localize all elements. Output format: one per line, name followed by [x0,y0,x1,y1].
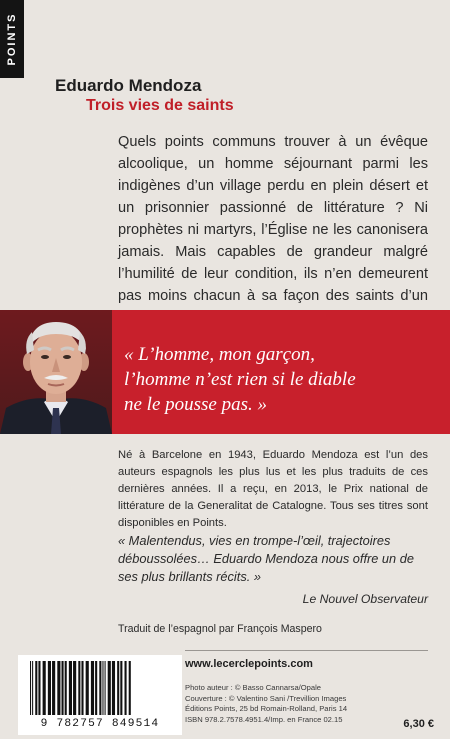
synopsis-paragraph: Quels points communs trouver à un évêque alcoolique, un homme séjournant parmi les indigènes d’un village perdu en plein désert et un prisonnier passionné de littérature ? Ni prophètes ni martyrs, l’Église ne les canonisera jamais. Mais capables de grandeur malgré l’humilité de leur condition, ils n’en demeurent pas moins chacun à sa façon des saints d’un [118,134,428,304]
barcode-bar [120,661,122,715]
barcode [18,655,182,735]
barcode-bar [69,661,72,715]
barcode-bar [102,661,103,715]
pull-quote-line: l’homme n’est rien si le diable [124,369,356,390]
barcode-bar [99,661,101,715]
author-name: Eduardo Mendoza [55,76,202,95]
press-source: Le Nouvel Observateur [302,592,428,606]
barcode-bar [108,661,111,715]
barcode-bar [32,661,33,715]
barcode-bar [48,661,51,715]
book-title: Trois vies de saints [86,97,234,114]
price: 6,30 € [403,718,434,730]
publisher-website: www.lecerclepoints.com [185,658,313,670]
barcode-bar [65,661,67,715]
author-photo [0,310,112,434]
press-quote: « Malentendus, vies en trompe-l’œil, trajectoires déboussolées… Eduardo Mendoza nous offre un de ses plus brillants récits. » [118,533,414,584]
barcode-bar [86,661,89,715]
barcode-bar [38,661,40,715]
quote-band [0,310,450,434]
barcode-bar [129,661,131,715]
barcode-bar [30,661,31,715]
credit-line: ISBN 978.2.7578.4951.4/Imp. en France 02.15 [185,714,343,724]
translator-credit: Traduit de l’espagnol par François Maspero [118,623,322,635]
author-portrait-illustration [0,310,112,434]
barcode-bar [52,661,55,715]
barcode-bar [95,661,97,715]
credit-line: Couverture : © Valentino Sani /Trevillion Images [185,693,347,703]
barcode-bar [125,661,127,715]
points-series-badge [0,0,24,78]
barcode-bar [112,661,115,715]
pull-quote [124,342,444,417]
credit-line: Éditions Points, 25 bd Romain-Rolland, Paris 14 [185,704,348,714]
barcode-bar [57,661,60,715]
barcode-bar [62,661,64,715]
divider-line [185,650,428,651]
points-badge-label: POINTS [6,12,18,66]
barcode-bar [78,661,80,715]
credit-line: Photo auteur : © Basso Cannarsa/Opale [185,683,322,692]
barcode-bar [105,661,106,715]
pull-quote-line: ne le pousse pas. » [124,394,268,415]
barcode-bar [91,661,94,715]
barcode-bar [117,661,119,715]
ean-number: 9 782757 849514 [40,718,160,730]
barcode-bar [73,661,76,715]
author-bio: Né à Barcelone en 1943, Eduardo Mendoza est l’un des auteurs espagnols les plus lus et les plus traduits de ces dernières années. Il a reçu, en 2013, le Prix national de littérature de la Generalitat de Catalogne. Tous ses titres sont disponibles en Points. [118,449,428,529]
barcode-bar [81,661,83,715]
barcode-bar [35,661,37,715]
barcode-bar [43,661,46,715]
pull-quote-line: « L’homme, mon garçon, [124,344,315,365]
